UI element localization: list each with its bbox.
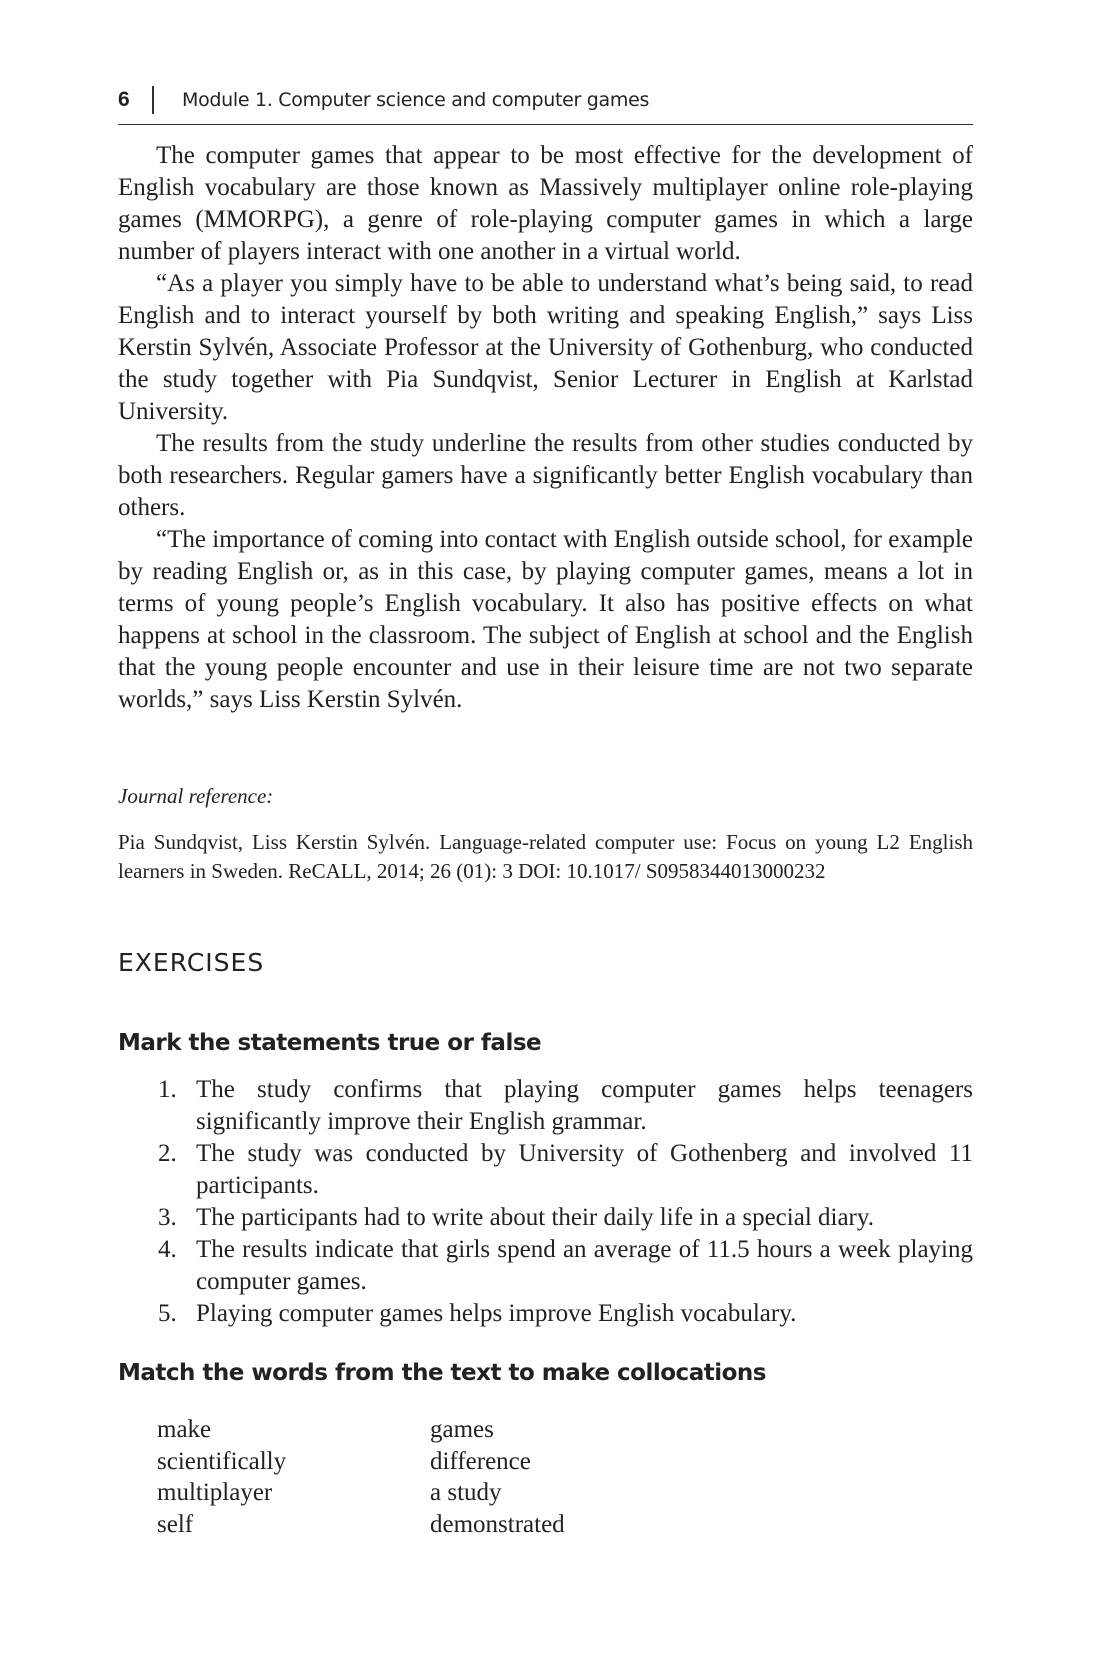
running-title: Module 1. Computer science and computer games (182, 89, 650, 111)
body-paragraph: The results from the study underline the results from other studies conducted by both researchers. Regular gamers have a significantly better English vocabulary than others. (118, 430, 973, 521)
statement-number: 2. (158, 1140, 177, 1167)
statement-item (118, 1298, 973, 1330)
collocation-left-word: scientifically (157, 1447, 287, 1475)
exercises-heading: EXERCISES (118, 948, 265, 977)
statement-number: 1. (158, 1076, 177, 1103)
statement-text: The study was conducted by University of Gothenberg and involved 11 participants. (196, 1140, 973, 1199)
statement-text: The participants had to write about their daily life in a special diary. (196, 1204, 875, 1231)
collocation-left-word: make (157, 1416, 212, 1443)
collocation-right-word: a study (430, 1479, 502, 1506)
running-header (118, 84, 973, 125)
true-false-heading: Mark the statements true or false (118, 1030, 542, 1056)
article-body (118, 140, 973, 716)
statement-item (118, 1234, 973, 1298)
statement-text: The study confirms that playing computer games helps teenagers significantly improve their English grammar. (196, 1076, 973, 1135)
statement-text: The results indicate that girls spend an average of 11.5 hours a week playing computer games. (196, 1236, 973, 1295)
body-paragraph: “As a player you simply have to be able to understand what’s being said, to read English and to interact yourself by both writing and speaking English,” says Liss Kerstin Sylvén, Associate Professor at the University of Gothenburg, who conducted the study together with Pia Sundqvist, Senior Lecturer in English at Karlstad University. (118, 270, 973, 425)
collocations-heading: Match the words from the text to make collocations (118, 1360, 766, 1386)
statement-item (118, 1074, 973, 1138)
statement-number: 5. (158, 1300, 177, 1327)
statement-item (118, 1202, 973, 1234)
statement-number: 3. (158, 1204, 177, 1231)
page-number: 6 (118, 88, 130, 111)
statement-item (118, 1138, 973, 1202)
collocation-right-word: games (430, 1416, 494, 1443)
statement-text: Playing computer games helps improve English vocabulary. (196, 1300, 797, 1327)
body-paragraph: “The importance of coming into contact with English outside school, for example by reading English or, as in this case, by playing computer games, means a lot in terms of young people’s English vocabulary. It also has positive effects on what happens at school in the classroom. The subject of English at school and the English that the young people encounter and use in their leisure time are not two separate worlds,” says Liss Kerstin Sylvén. (118, 526, 973, 713)
body-paragraph: The computer games that appear to be most effective for the development of English vocabulary are those known as Massively multiplayer online role-playing games (MMORPG), a genre of role-playing computer games in which a large number of players interact with one another in a virtual world. (118, 142, 973, 265)
header-divider (152, 86, 154, 114)
collocation-left-word: self (157, 1510, 194, 1538)
statement-number: 4. (158, 1236, 177, 1263)
journal-reference-label: Journal reference: (118, 784, 274, 808)
true-false-list (118, 1074, 973, 1330)
collocation-left-word: multiplayer (157, 1479, 273, 1506)
journal-citation: Pia Sundqvist, Liss Kerstin Sylvén. Language-related computer use: Focus on young L2 English learners in Sweden. ReCALL, 2014; 26 (01): 3 DOI: 10.1017/ S0958344013000232 (118, 830, 973, 883)
collocation-right-word: demonstrated (430, 1510, 565, 1538)
collocation-right-word: difference (430, 1447, 531, 1475)
